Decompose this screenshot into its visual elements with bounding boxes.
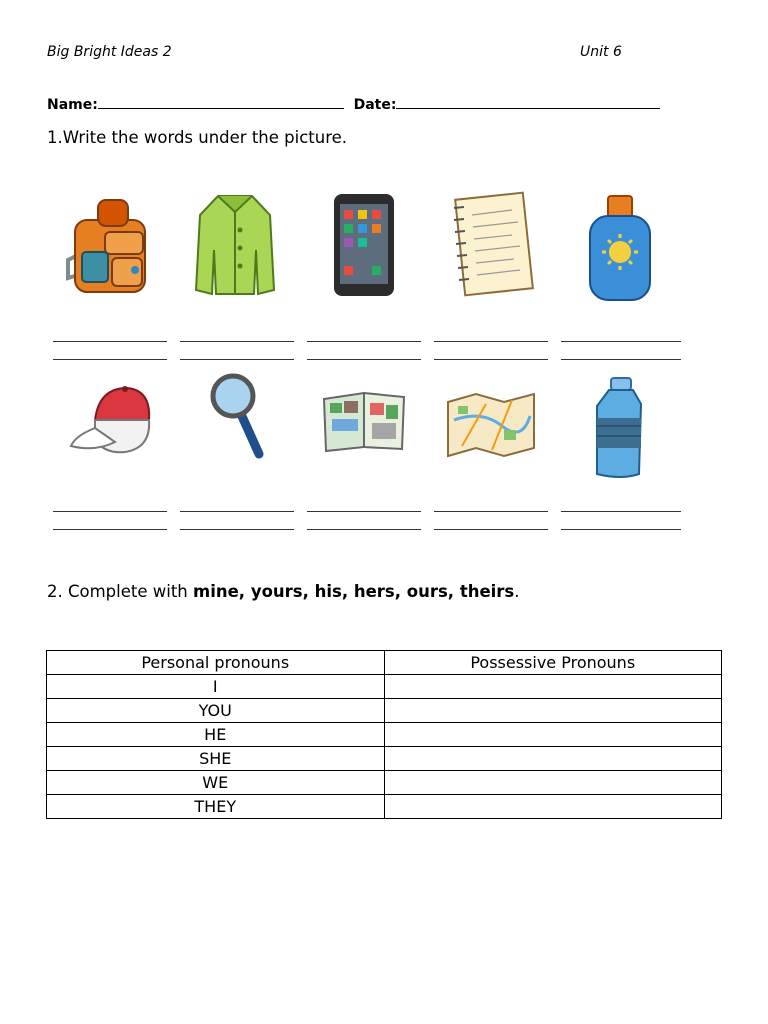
answer-blank[interactable] [53, 511, 167, 530]
map-icon [442, 390, 540, 460]
answer-blank[interactable] [561, 341, 681, 360]
exercise2-instruction [47, 582, 520, 601]
water-bottle-icon [585, 374, 655, 482]
name-date-row [47, 94, 660, 113]
unit-label: Unit 6 [580, 44, 622, 60]
table-row [47, 747, 722, 771]
notebook-icon [440, 190, 535, 300]
pronoun-table [46, 650, 722, 819]
table-row [47, 675, 722, 699]
possessive-cell[interactable] [384, 795, 722, 819]
personal-cell: THEY [47, 795, 385, 819]
personal-cell: SHE [47, 747, 385, 771]
answer-blank[interactable] [434, 511, 548, 530]
table-row [47, 723, 722, 747]
exercise1-instruction: 1.Write the words under the picture. [47, 128, 348, 147]
date-label: Date: [353, 97, 397, 113]
answer-blank[interactable] [307, 341, 421, 360]
cap-icon [65, 380, 160, 460]
answer-blank[interactable] [180, 511, 294, 530]
mobile-phone-icon [330, 190, 400, 300]
table-header-row [47, 651, 722, 675]
personal-cell: I [47, 675, 385, 699]
possessive-cell[interactable] [384, 747, 722, 771]
guidebook-icon [318, 385, 410, 455]
answer-blank[interactable] [180, 341, 294, 360]
name-label: Name: [47, 97, 98, 113]
header-possessive: Possessive Pronouns [384, 651, 722, 675]
personal-cell: HE [47, 723, 385, 747]
possessive-cell[interactable] [384, 771, 722, 795]
personal-cell: WE [47, 771, 385, 795]
backpack-icon [60, 190, 160, 300]
answer-blank[interactable] [561, 511, 681, 530]
name-line[interactable] [98, 94, 344, 109]
magnifying-glass-icon [205, 372, 275, 462]
possessive-cell[interactable] [384, 723, 722, 747]
possessive-cell[interactable] [384, 699, 722, 723]
date-line[interactable] [396, 94, 660, 109]
possessive-cell[interactable] [384, 675, 722, 699]
header-personal: Personal pronouns [47, 651, 385, 675]
answer-blank[interactable] [307, 511, 421, 530]
sunscreen-icon [580, 190, 660, 305]
answer-blank[interactable] [434, 341, 548, 360]
instruction-suffix: . [514, 582, 520, 601]
answer-blank[interactable] [53, 341, 167, 360]
table-row [47, 699, 722, 723]
raincoat-icon [190, 190, 280, 300]
personal-cell: YOU [47, 699, 385, 723]
word-bank: mine, yours, his, hers, ours, theirs [193, 582, 515, 601]
table-row [47, 795, 722, 819]
instruction-prefix: 2. Complete with [47, 582, 194, 601]
table-row [47, 771, 722, 795]
book-title: Big Bright Ideas 2 [47, 44, 172, 60]
